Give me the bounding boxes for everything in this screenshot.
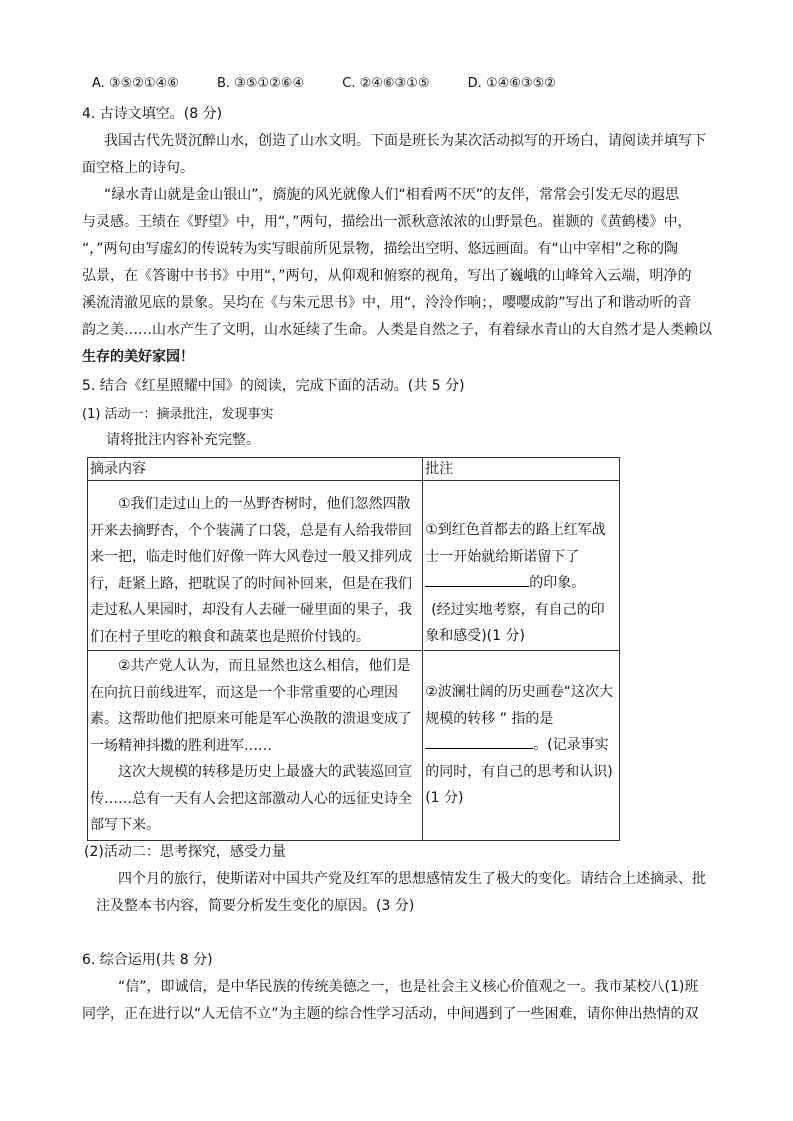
question-4-intro-line2: 面空格上的诗句。 bbox=[82, 160, 194, 176]
question-5-title: 5. 结合《红星照耀中国》的阅读，完成下面的活动。(共 5 分) bbox=[82, 378, 465, 394]
passage-line-1: “绿水青山就是金山银山”，旖旎的风光就像人们“相看两不厌”的友伴，常常会引发无尽的遐思 bbox=[104, 187, 680, 203]
answer-blank-1[interactable] bbox=[425, 586, 529, 587]
option-b: B. ③⑤①②⑥④ bbox=[217, 76, 305, 91]
row1-excerpt-text: ①我们走过山上的一丛野杏树时，他们忽然四散开来去摘野杏，个个装满了口袋，总是有人给我带回来一把，临走时他们好像一阵大风卷过一般又排列成行，赶紧上路，把耽误了的时间补回来，但是在我们走过私人果园时，却没有人去碰一碰里面的果子，我们在村子里吃的粮食和蔬菜也是照价付钱的。 bbox=[90, 496, 412, 645]
row1-annotation-text-b: 的印象。 bbox=[529, 575, 586, 591]
table-header-row bbox=[88, 458, 620, 481]
question-4-intro-line1: 我国古代先贤沉醉山水，创造了山水文明。下面是班长为某次活动拟写的开场白，请阅读并填写下 bbox=[104, 133, 706, 149]
row1-annotation-text-a: ①到红色首都去的路上红军战士一开始就给斯诺留下了 bbox=[425, 522, 606, 565]
option-d: D. ①④⑥③⑤② bbox=[467, 76, 556, 91]
activity-1-title: (1) 活动一：摘录批注，发现事实 bbox=[82, 407, 274, 422]
row2-annotation-text-b: 。(记录事实的同时，有自己的思考和认识)(1 分) bbox=[425, 737, 613, 806]
question-6-line1: “信”，即诚信，是中华民族的传统美德之一，也是社会主义核心价值观之一。我市某校八(1)班 bbox=[118, 979, 699, 995]
row2-excerpt bbox=[88, 651, 423, 841]
header-annotation: 批注 bbox=[423, 458, 620, 481]
answer-options bbox=[92, 76, 590, 91]
excerpt-annotation-table bbox=[87, 457, 620, 841]
question-6-title: 6. 综合运用(共 8 分) bbox=[82, 952, 213, 968]
passage-line-3: “，”两句由写虚幻的传说转为实写眼前所见景物，描绘出空明、悠远画面。有“山中宰相”之称的陶 bbox=[82, 241, 679, 257]
activity-2-title: (2)活动二：思考探究，感受力量 bbox=[84, 844, 286, 860]
row2-annotation bbox=[423, 651, 620, 841]
option-a: A. ③⑤②①④⑥ bbox=[92, 76, 179, 91]
header-excerpt: 摘录内容 bbox=[88, 458, 423, 481]
passage-line-4: 弘景，在《答谢中书书》中用“，”两句，从仰观和俯察的视角，写出了巍峨的山峰耸入云端，明净的 bbox=[82, 268, 692, 284]
passage-line-6: 韵之美……山水产生了文明，山水延续了生命。人类是自然之子，有着绿水青山的大自然才是人类赖以 bbox=[82, 322, 712, 338]
row1-annotation-note: (经过实地考察，有自己的印象和感受)(1 分) bbox=[425, 601, 605, 644]
activity-2-line2: 注及整本书内容，简要分析发生变化的原因。(3 分) bbox=[96, 898, 415, 914]
question-4-title: 4. 古诗文填空。(8 分) bbox=[82, 106, 223, 122]
row2-excerpt-text-a: ②共产党人认为，而且显然也这么相信，他们是在向抗日前线进军，而这是一个非常重要的心理因素。这帮助他们把原来可能是军心涣散的溃退变成了一场精神抖擞的胜利进军…… bbox=[90, 658, 412, 754]
table-row bbox=[88, 651, 620, 841]
row1-excerpt bbox=[88, 481, 423, 651]
answer-blank-2[interactable] bbox=[425, 748, 533, 749]
table-row bbox=[88, 481, 620, 651]
option-c: C. ②④⑥③①⑤ bbox=[342, 76, 430, 91]
passage-line-7: 生存的美好家园！ bbox=[82, 349, 194, 365]
passage-line-2: 与灵感。王绩在《野望》中，用“，”两句，描绘出一派秋意浓浓的山野景色。崔颢的《黄鹤楼》中， bbox=[82, 214, 692, 230]
row2-annotation-text-a: ②波澜壮阔的历史画卷“这次大规模的转移 ” 指的是 bbox=[425, 684, 614, 727]
row2-excerpt-text-b: 这次大规模的转移是历史上最盛大的武装巡回宣传……总有一天有人会把这部激动人心的远征史诗全部写下来。 bbox=[90, 764, 412, 833]
activity-2-line1: 四个月的旅行，使斯诺对中国共产党及红军的思想感情发生了极大的变化。请结合上述摘录、批 bbox=[118, 871, 706, 887]
passage-line-5: 溪流清澈见底的景象。吴均在《与朱元思书》中，用“，泠泠作响；，嘤嘤成韵”写出了和谐动听的音 bbox=[82, 295, 692, 311]
question-6-line2: 同学，正在进行以“人无信不立”为主题的综合性学习活动，中间遇到了一些困难，请你伸出热情的双 bbox=[82, 1006, 699, 1022]
activity-1-instruction: 请将批注内容补充完整。 bbox=[106, 432, 260, 448]
row1-annotation bbox=[423, 481, 620, 651]
